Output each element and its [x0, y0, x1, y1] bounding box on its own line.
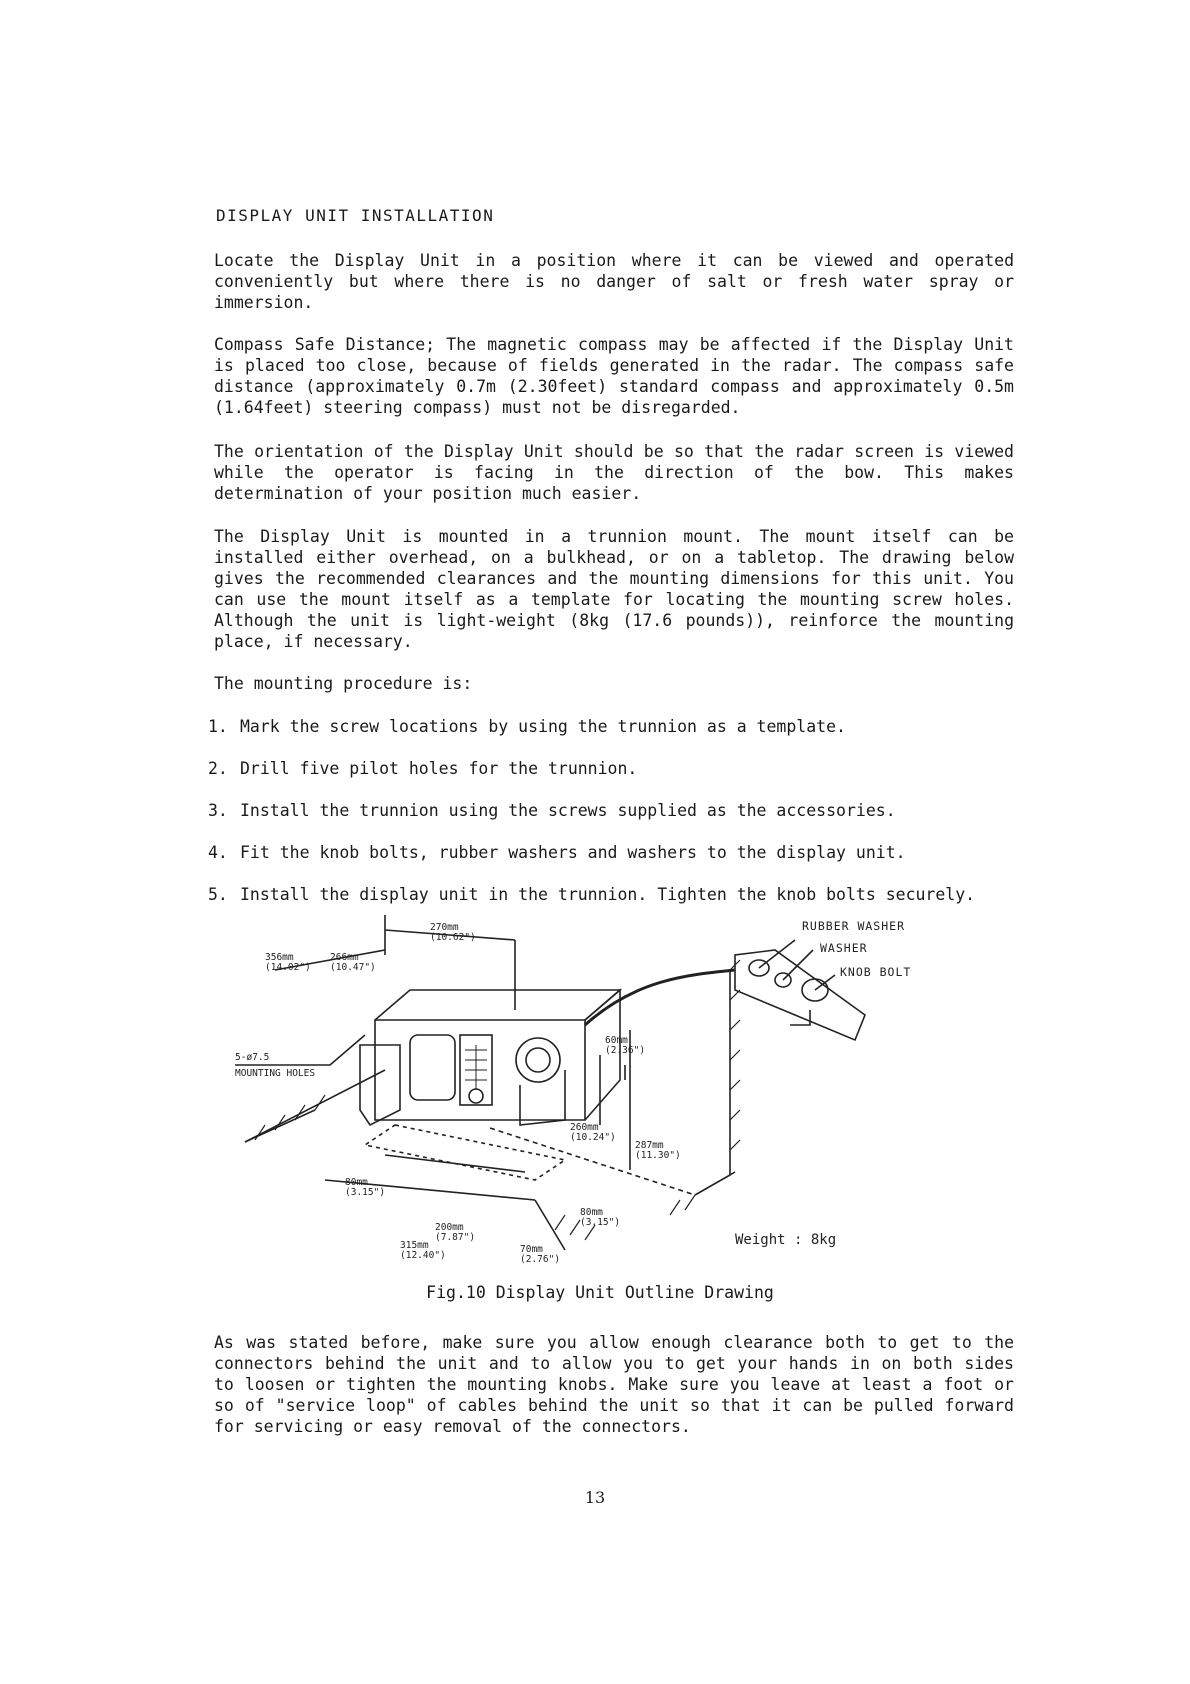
- label-front-clear: 80mm: [345, 1177, 368, 1188]
- paragraph-location: Locate the Display Unit in a position where it can be viewed and operated conveniently but where there is no danger of salt or fresh water spray or immersion.: [214, 251, 1014, 312]
- wall-edge: [695, 970, 730, 1195]
- label-width-top: 270mm: [430, 922, 459, 933]
- label-knob-bolt: KNOB BOLT: [840, 965, 912, 979]
- base-plate-outline: [365, 1125, 565, 1180]
- step-text: Fit the knob bolts, rubber washers and washers to the display unit.: [240, 843, 906, 862]
- outline-drawing-svg: [235, 910, 975, 1270]
- label-width-top-in: (10.62"): [430, 932, 476, 943]
- label-height1: 260mm: [570, 1122, 599, 1133]
- label-base-total-in: (12.40"): [400, 1250, 446, 1261]
- section-heading: DISPLAY UNIT INSTALLATION: [216, 206, 495, 225]
- knob-outline: [469, 1089, 483, 1103]
- label-depth2: 266mm: [330, 952, 359, 963]
- paragraph-orientation: The orientation of the Display Unit should be so that the radar screen is viewed while the operator is facing in the direction of the bow. This makes determination of your position much easier.: [214, 442, 1014, 503]
- label-right-clear-in: (3.15"): [580, 1217, 621, 1228]
- display-unit-outline-drawing: [235, 910, 975, 1270]
- label-base-depth-in: (2.76"): [520, 1254, 561, 1265]
- label-base-total: 315mm: [400, 1240, 429, 1251]
- procedure-step: [208, 884, 1028, 905]
- procedure-step: [208, 842, 1028, 863]
- label-depth-in: (14.02"): [265, 962, 311, 973]
- unit-hood: [360, 1045, 400, 1125]
- step-text: Install the display unit in the trunnion. Tighten the knob bolts securely.: [240, 885, 976, 904]
- label-base-depth: 70mm: [520, 1244, 543, 1255]
- label-rubber-washer: RUBBER WASHER: [802, 919, 906, 933]
- label-base-width: 200mm: [435, 1222, 464, 1233]
- figure-caption: Fig.10 Display Unit Outline Drawing: [426, 1283, 774, 1302]
- label-height1-in: (10.24"): [570, 1132, 616, 1143]
- label-height2: 287mm: [635, 1140, 664, 1151]
- unit-top: [375, 990, 620, 1020]
- procedure-step: [208, 758, 1028, 779]
- label-mounting-holes: MOUNTING HOLES: [235, 1068, 316, 1079]
- label-base-width-in: (7.87"): [435, 1232, 476, 1243]
- label-depth2-in: (10.47"): [330, 962, 376, 973]
- label-front-clear-in: (3.15"): [345, 1187, 386, 1198]
- label-side-gap-in: (2.36"): [605, 1045, 646, 1056]
- label-height2-in: (11.30"): [635, 1150, 681, 1161]
- label-side-gap: 60mm: [605, 1035, 628, 1046]
- step-text: Mark the screw locations by using the trunnion as a template.: [240, 717, 846, 736]
- label-depth: 356mm: [265, 952, 294, 963]
- label-holes: 5-ø7.5: [235, 1052, 270, 1063]
- label-right-clear: 80mm: [580, 1207, 603, 1218]
- step-text: Drill five pilot holes for the trunnion.: [240, 759, 638, 778]
- paragraph-procedure-intro: The mounting procedure is:: [214, 674, 473, 693]
- procedure-step: [208, 716, 1028, 737]
- step-number: 4.: [208, 843, 228, 862]
- step-number: 1.: [208, 717, 228, 736]
- paragraph-compass-safe-distance: Compass Safe Distance; The magnetic compass may be affected if the Display Unit is placed too close, because of fields generated in the radar. The compass safe distance (approximately 0.7m (2.30feet) standard compass and approximately 0.5m (1.64feet) steering compass) must not be disregarded.: [214, 335, 1014, 417]
- paragraph-trunnion-mount: The Display Unit is mounted in a trunnion mount. The mount itself can be installed either overhead, on a bulkhead, or on a tabletop. The drawing below gives the recommended clearances and the mounting dimensions for this unit. You can use the mount itself as a template for locating the mounting screw holes. Although the unit is light-weight (8kg (17.6 pounds)), reinforce the mounting place, if necessary.: [214, 527, 1014, 651]
- label-washer: WASHER: [820, 941, 868, 955]
- paragraph-clearance: As was stated before, make sure you allow enough clearance both to get to the connectors behind the unit and to allow you to get your hands in on both sides to loosen or tighten the mounting knobs. Make sure you leave at least a foot or so of "service loop" of cables behind the unit so that it can be pulled forward for servicing or easy removal of the connectors.: [214, 1333, 1014, 1436]
- label-weight: Weight : 8kg: [735, 1232, 837, 1248]
- step-number: 3.: [208, 801, 228, 820]
- step-number: 2.: [208, 759, 228, 778]
- floor-line-left: [245, 1070, 385, 1142]
- step-text: Install the trunnion using the screws supplied as the accessories.: [240, 801, 896, 820]
- screen-outline: [410, 1035, 455, 1100]
- procedure-step: [208, 800, 1028, 821]
- cable: [585, 970, 735, 1025]
- page-number: 13: [584, 1488, 606, 1507]
- step-number: 5.: [208, 885, 228, 904]
- trunnion-knob: [516, 1038, 560, 1082]
